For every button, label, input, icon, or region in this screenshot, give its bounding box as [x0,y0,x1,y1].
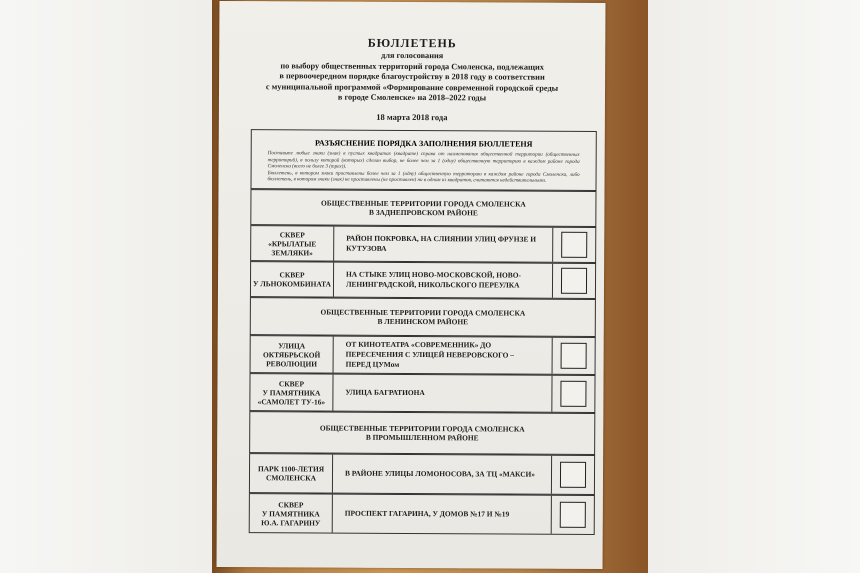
section-heading-line: В ПРОМЫШЛЕННОМ РАЙОНЕ [365,432,479,443]
option-description: УЛИЦА БАГРАТИОНА [333,375,552,412]
vote-checkbox[interactable] [561,232,587,258]
option-description: РАЙОН ПОКРОВКА, НА СЛИЯНИИ УЛИЦ ФРУНЗЕ И КУТУЗОВА [334,227,553,262]
ballot-header [219,35,605,123]
background-left [0,0,215,573]
vote-checkbox[interactable] [561,268,587,294]
ballot-subtitle-line: в городе Смоленске» на 2018–2022 годы [337,92,487,103]
vote-checkbox[interactable] [560,502,586,528]
background-right [648,0,860,573]
ballot-option-row [250,261,596,299]
ballot-option-row [250,335,596,375]
section-heading [250,189,596,227]
section-heading [249,411,595,455]
ballot-option-row [249,493,595,535]
ballot-subtitle-line: для голосования [381,50,444,61]
ballot-subtitle-line: с муниципальной программой «Формирование современной городской среды [265,81,559,93]
section-heading-line: ОБЩЕСТВЕННЫЕ ТЕРРИТОРИИ ГОРОДА СМОЛЕНСКА [320,307,526,318]
option-name: СКВЕР У ПАМЯТНИКА «САМОЛЕТ ТУ-16» [250,374,333,410]
option-name: УЛИЦА ОКТЯБРЬСКОЙ РЕВОЛЮЦИИ [251,336,334,372]
ballot-subtitle-line: по выбору общественных территорий города Смоленска, подлежащих [280,60,544,72]
option-description: В РАЙОНЕ УЛИЦЫ ЛОМОНОСОВА, ЗА ТЦ «МАКСИ» [333,455,552,494]
instructions-text: Поставьте любые знаки (знак) в пустых квадратах (квадрате) справа от наименования общественной территории (общественных территорий), в пользу которой (которых) сделан выбор, не более чем за 1 (одну) общественную территорию в каждом районе города Смоленска (всего не более 3 (трех)). [267,150,580,170]
option-description: ОТ КИНОТЕАТРА «СОВРЕМЕННИК» ДО ПЕРЕСЕЧЕНИЯ С УЛИЦЕЙ НЕВЕРОВСКОГО – ПЕРЕД ЦУМом [334,337,553,374]
instructions-text: Бюллетень, в котором знаки проставлены более чем за 1 (одну) общественную территорию в каждом районе города Смоленска, либо бюллетень, в котором знаки (знак) не проставлены (не проставлен) ни в одном из квадратов, считаются недействительными. [267,170,580,185]
option-name: СКВЕР «КРЫЛАТЫЕ ЗЕМЛЯКИ» [251,226,334,260]
vote-checkbox[interactable] [560,381,586,407]
option-name: СКВЕР У ПАМЯТНИКА Ю.А. ГАГАРИНУ [250,494,333,532]
option-name: СКВЕР У ЛЬНОКОМБИНАТА [251,262,334,296]
vote-checkbox[interactable] [561,343,587,369]
vote-checkbox[interactable] [560,462,586,488]
option-name: ПАРК 1100-ЛЕТИЯ СМОЛЕНСКА [250,454,333,492]
ballot-option-row [249,373,595,413]
instructions-box [250,129,596,191]
ballot-option-row [249,453,595,495]
ballot-date: 18 марта 2018 года [376,111,448,122]
ballot-title: БЮЛЛЕТЕНЬ [367,35,457,51]
section-heading-line: ОБЩЕСТВЕННЫЕ ТЕРРИТОРИИ ГОРОДА СМОЛЕНСКА [319,423,525,434]
option-description: ПРОСПЕКТ ГАГАРИНА, У ДОМОВ №17 И №19 [333,495,552,534]
ballot-paper [217,1,606,569]
section-heading [250,297,596,337]
ballot-subtitle-line: в первоочередном порядке благоустройству в 2018 году в соответствии [279,71,545,82]
section-heading-line: ОБЩЕСТВЕННЫЕ ТЕРРИТОРИИ ГОРОДА СМОЛЕНСКА [321,198,526,209]
section-heading-line: В ЗАДНЕПРОВСКОМ РАЙОНЕ [368,207,478,218]
section-heading-line: В ЛЕНИНСКОМ РАЙОНЕ [377,316,469,327]
option-description: НА СТЫКЕ УЛИЦ НОВО-МОСКОВСКОЙ, НОВО-ЛЕНИНГРАДСКОЙ, НИКОЛЬСКОГО ПЕРЕУЛКА [334,263,553,298]
ballot-option-row [250,225,596,263]
instructions-title: РАЗЪЯСНЕНИЕ ПОРЯДКА ЗАПОЛНЕНИЯ БЮЛЛЕТЕНЯ [314,138,533,149]
